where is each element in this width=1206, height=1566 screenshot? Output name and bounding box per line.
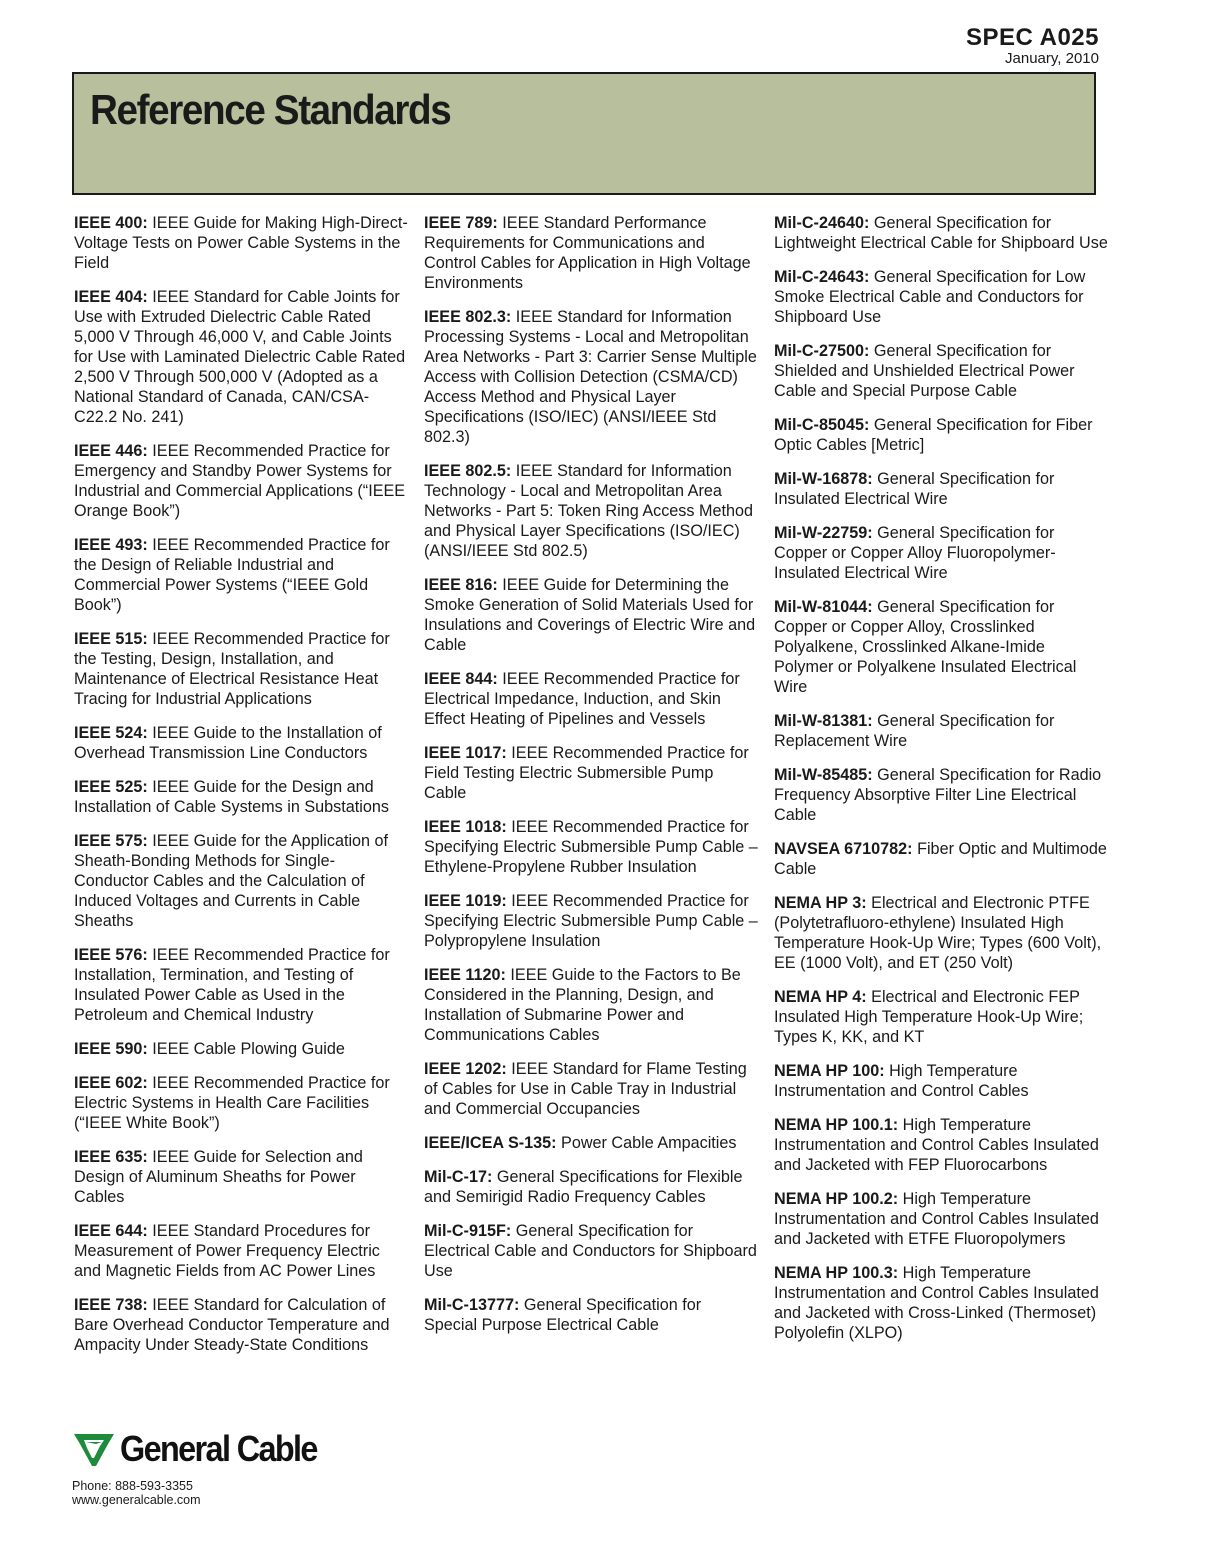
standard-description: IEEE Recommended Practice for the Design of Reliable Industrial and Commercial Power Systems (“IEEE Gold Book”) <box>74 536 390 614</box>
standard-entry <box>774 987 1108 1047</box>
standard-description: General Specification for Copper or Copper Alloy, Crosslinked Polyalkene, Crosslinked Alkane-Imide Polymer or Polyalkene Insulated Electrical Wire <box>774 598 1077 696</box>
standard-entry <box>74 723 408 763</box>
standard-code: Mil-C-915F: <box>424 1222 512 1240</box>
standard-description: IEEE Standard for Cable Joints for Use with Extruded Dielectric Cable Rated 5,000 V Through 46,000 V, and Cable Joints for Use with Laminated Dielectric Cable Rated 2,500 V Through 500,000 V (Adopted as a National Standard of Canada, CAN/CSA-C22.2 No. 241) <box>74 288 406 426</box>
standard-code: Mil-W-81381: <box>774 712 873 730</box>
standard-description: IEEE Recommended Practice for Specifying Electric Submersible Pump Cable – Polypropylene Insulation <box>424 892 758 950</box>
standard-entry <box>774 597 1108 697</box>
standard-entry <box>74 945 408 1025</box>
standard-description: IEEE Recommended Practice for Emergency and Standby Power Systems for Industrial and Commercial Applications (“IEEE Orange Book”) <box>74 442 406 520</box>
standard-description: IEEE Guide for Making High-Direct-Voltage Tests on Power Cable Systems in the Field <box>74 214 408 272</box>
standard-code: IEEE 446: <box>74 442 148 460</box>
standard-code: Mil-C-17: <box>424 1168 493 1186</box>
standard-description: General Specification for Radio Frequency Absorptive Filter Line Electrical Cable <box>774 766 1102 824</box>
standard-entry <box>774 765 1108 825</box>
standard-description: General Specification for Replacement Wire <box>774 712 1055 750</box>
standard-entry <box>774 341 1108 401</box>
standard-description: General Specification for Copper or Copper Alloy Fluoropolymer-Insulated Electrical Wire <box>774 524 1056 582</box>
standard-description: General Specification for Electrical Cable and Conductors for Shipboard Use <box>424 1222 757 1280</box>
standard-entry <box>774 213 1108 253</box>
standard-code: NEMA HP 100.1: <box>774 1116 899 1134</box>
page-title: Reference Standards <box>90 86 451 133</box>
standard-code: Mil-C-85045: <box>774 416 870 434</box>
standard-code: IEEE 802.3: <box>424 308 512 326</box>
standard-entry <box>424 1221 758 1281</box>
standard-code: IEEE 602: <box>74 1074 148 1092</box>
phone-number: Phone: 888-593-3355 <box>72 1479 193 1493</box>
standard-description: General Specification for Lightweight Electrical Cable for Shipboard Use <box>774 214 1108 252</box>
standard-description: IEEE Guide for Determining the Smoke Generation of Solid Materials Used for Insulations and Coverings of Electric Wire and Cable <box>424 576 756 654</box>
standard-code: NEMA HP 100.2: <box>774 1190 899 1208</box>
standard-entry <box>424 213 758 293</box>
standard-entry <box>774 523 1108 583</box>
standard-code: Mil-C-24643: <box>774 268 870 286</box>
standard-description: IEEE Recommended Practice for Electrical Impedance, Induction, and Skin Effect Heating of Pipelines and Vessels <box>424 670 740 728</box>
general-cable-logo-icon <box>72 1430 116 1470</box>
standard-code: Mil-W-22759: <box>774 524 873 542</box>
standard-entry <box>774 469 1108 509</box>
standard-code: NEMA HP 3: <box>774 894 867 912</box>
spec-date: January, 2010 <box>1005 50 1099 67</box>
standard-entry <box>424 1167 758 1207</box>
standard-entry <box>74 1073 408 1133</box>
logo-text: General Cable <box>120 1428 317 1469</box>
standard-entry <box>74 1295 408 1355</box>
standard-description: IEEE Recommended Practice for Specifying Electric Submersible Pump Cable – Ethylene-Propylene Rubber Insulation <box>424 818 758 876</box>
standard-code: NEMA HP 4: <box>774 988 867 1006</box>
standard-code: IEEE 738: <box>74 1296 148 1314</box>
standard-description: General Specification for Shielded and Unshielded Electrical Power Cable and Special Purpose Cable <box>774 342 1075 400</box>
standard-entry <box>74 535 408 615</box>
standard-code: Mil-W-85485: <box>774 766 873 784</box>
standard-entry <box>74 287 408 427</box>
standard-code: IEEE 404: <box>74 288 148 306</box>
standard-description: IEEE Guide for the Design and Installation of Cable Systems in Substations <box>74 778 389 816</box>
standard-entry <box>74 831 408 931</box>
standard-entry <box>424 669 758 729</box>
website-link[interactable]: www.generalcable.com <box>72 1493 201 1507</box>
standard-description: IEEE Guide for Selection and Design of Aluminum Sheaths for Power Cables <box>74 1148 363 1206</box>
standard-entry <box>74 1221 408 1281</box>
standard-description: Electrical and Electronic PTFE (Polytetrafluoro-ethylene) Insulated High Temperature Hook-Up Wire; Types (600 Volt), EE (1000 Volt), and ET (250 Volt) <box>774 894 1102 972</box>
standard-code: IEEE 1120: <box>424 966 506 984</box>
title-box <box>72 72 1096 195</box>
standard-entry <box>424 461 758 561</box>
standard-description: High Temperature Instrumentation and Control Cables <box>774 1062 1029 1100</box>
standard-entry <box>424 817 758 877</box>
standard-code: IEEE 1018: <box>424 818 507 836</box>
standard-description: Power Cable Ampacities <box>561 1134 737 1152</box>
standard-entry <box>774 1263 1108 1343</box>
standard-entry <box>774 711 1108 751</box>
standard-entry <box>424 743 758 803</box>
standard-code: Mil-C-13777: <box>424 1296 520 1314</box>
standard-code: IEEE 400: <box>74 214 148 232</box>
standard-description: IEEE Standard for Information Processing Systems - Local and Metropolitan Area Networks - Part 3: Carrier Sense Multiple Access with Collision Detection (CSMA/CD) Access Method and Physical Layer Specifications (ISO/IEC) (ANSI/IEEE Std 802.3) <box>424 308 757 446</box>
standard-description: IEEE Standard for Flame Testing of Cables for Use in Cable Tray in Industrial and Commercial Occupancies <box>424 1060 747 1118</box>
contact-info <box>72 1479 201 1507</box>
standard-entry <box>424 891 758 951</box>
standard-code: IEEE 575: <box>74 832 148 850</box>
standard-code: IEEE 644: <box>74 1222 148 1240</box>
standard-description: IEEE Standard for Information Technology - Local and Metropolitan Area Networks - Part 5: Token Ring Access Method and Physical Layer Specifications (ISO/IEC) (ANSI/IEEE Std 802.5) <box>424 462 753 560</box>
standard-entry <box>774 1061 1108 1101</box>
standard-description: IEEE Guide to the Factors to Be Considered in the Planning, Design, and Installation of Submarine Power and Communications Cables <box>424 966 741 1044</box>
standard-description: General Specification for Insulated Electrical Wire <box>774 470 1055 508</box>
standard-code: IEEE 1202: <box>424 1060 507 1078</box>
standard-description: General Specification for Low Smoke Electrical Cable and Conductors for Shipboard Use <box>774 268 1086 326</box>
standard-entry <box>774 415 1108 455</box>
standard-code: IEEE 590: <box>74 1040 148 1058</box>
standard-description: High Temperature Instrumentation and Control Cables Insulated and Jacketed with FEP Fluorocarbons <box>774 1116 1099 1174</box>
standard-code: IEEE/ICEA S-135: <box>424 1134 557 1152</box>
standard-code: IEEE 1019: <box>424 892 507 910</box>
standard-code: Mil-W-16878: <box>774 470 873 488</box>
standard-description: Fiber Optic and Multimode Cable <box>774 840 1107 878</box>
standard-entry <box>74 629 408 709</box>
standard-code: IEEE 576: <box>74 946 148 964</box>
standard-description: IEEE Standard for Calculation of Bare Overhead Conductor Temperature and Ampacity Under Steady-State Conditions <box>74 1296 390 1354</box>
standard-entry <box>74 213 408 273</box>
standard-entry <box>424 307 758 447</box>
standards-column-2 <box>424 213 758 1349</box>
standard-description: IEEE Standard Procedures for Measurement of Power Frequency Electric and Magnetic Fields from AC Power Lines <box>74 1222 380 1280</box>
standard-description: Electrical and Electronic FEP Insulated High Temperature Hook-Up Wire; Types K, KK, and KT <box>774 988 1084 1046</box>
standard-code: Mil-C-27500: <box>774 342 870 360</box>
standard-code: IEEE 844: <box>424 670 498 688</box>
standard-entry <box>774 267 1108 327</box>
standard-entry <box>74 441 408 521</box>
standard-description: IEEE Recommended Practice for Electric Systems in Health Care Facilities (“IEEE White Book”) <box>74 1074 390 1132</box>
standard-description: IEEE Cable Plowing Guide <box>152 1040 345 1058</box>
standard-code: NEMA HP 100.3: <box>774 1264 899 1282</box>
standard-code: IEEE 515: <box>74 630 148 648</box>
standard-code: IEEE 524: <box>74 724 148 742</box>
spec-id: SPEC A025 <box>965 24 1099 51</box>
standard-code: Mil-W-81044: <box>774 598 873 616</box>
standard-entry <box>74 1039 408 1059</box>
standard-description: IEEE Recommended Practice for Field Testing Electric Submersible Pump Cable <box>424 744 749 802</box>
standard-entry <box>424 1295 758 1335</box>
standard-entry <box>424 575 758 655</box>
standard-description: High Temperature Instrumentation and Control Cables Insulated and Jacketed with Cross-Linked (Thermoset) Polyolefin (XLPO) <box>774 1264 1099 1342</box>
standard-entry <box>774 893 1108 973</box>
standard-code: IEEE 789: <box>424 214 498 232</box>
standards-column-1 <box>74 213 408 1369</box>
standard-entry <box>424 965 758 1045</box>
standards-column-3 <box>774 213 1108 1357</box>
standard-description: IEEE Recommended Practice for Installation, Termination, and Testing of Insulated Power Cable as Used in the Petroleum and Chemical Industry <box>74 946 390 1024</box>
standard-description: General Specification for Fiber Optic Cables [Metric] <box>774 416 1093 454</box>
standard-description: High Temperature Instrumentation and Control Cables Insulated and Jacketed with ETFE Fluoropolymers <box>774 1190 1099 1248</box>
standard-entry <box>74 1147 408 1207</box>
standard-code: IEEE 802.5: <box>424 462 512 480</box>
standard-description: General Specifications for Flexible and Semirigid Radio Frequency Cables <box>424 1168 743 1206</box>
standard-description: IEEE Guide to the Installation of Overhead Transmission Line Conductors <box>74 724 382 762</box>
standard-entry <box>424 1059 758 1119</box>
standard-description: General Specification for Special Purpose Electrical Cable <box>424 1296 702 1334</box>
standard-code: IEEE 635: <box>74 1148 148 1166</box>
standard-entry <box>774 1115 1108 1175</box>
standard-code: NAVSEA 6710782: <box>774 840 913 858</box>
company-logo <box>72 1428 317 1470</box>
standard-description: IEEE Recommended Practice for the Testing, Design, Installation, and Maintenance of Electrical Resistance Heat Tracing for Industrial Applications <box>74 630 390 708</box>
standard-entry <box>74 777 408 817</box>
standard-code: IEEE 816: <box>424 576 498 594</box>
standard-code: IEEE 493: <box>74 536 148 554</box>
standard-code: IEEE 1017: <box>424 744 507 762</box>
standard-description: IEEE Guide for the Application of Sheath-Bonding Methods for Single-Conductor Cables and the Calculation of Induced Voltages and Currents in Cable Sheaths <box>74 832 389 930</box>
standard-entry <box>424 1133 758 1153</box>
standard-entry <box>774 1189 1108 1249</box>
standard-code: Mil-C-24640: <box>774 214 870 232</box>
standard-code: NEMA HP 100: <box>774 1062 885 1080</box>
standard-code: IEEE 525: <box>74 778 148 796</box>
standard-entry <box>774 839 1108 879</box>
standard-description: IEEE Standard Performance Requirements for Communications and Control Cables for Application in High Voltage Environments <box>424 214 751 292</box>
